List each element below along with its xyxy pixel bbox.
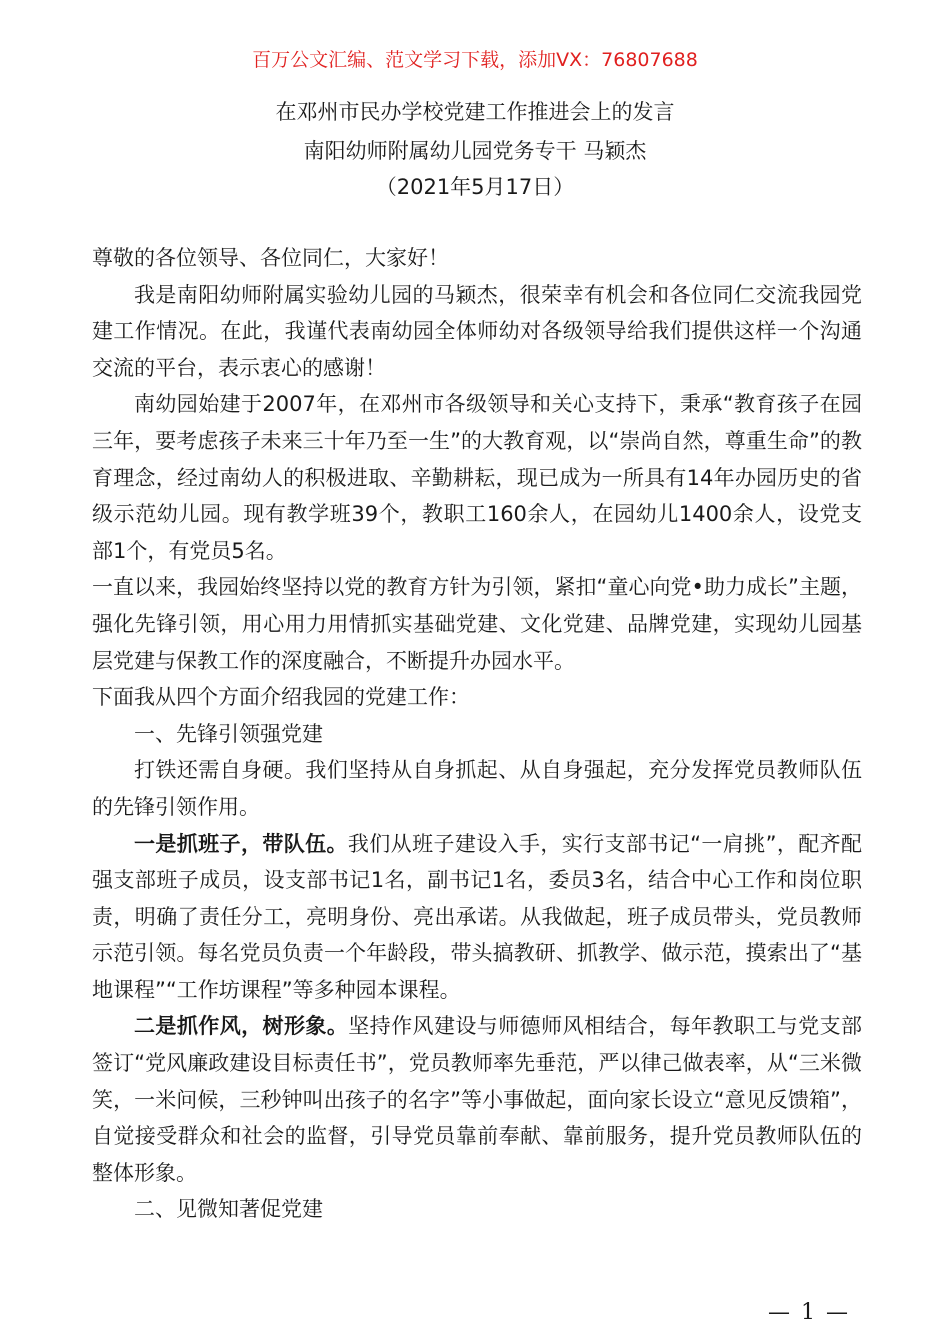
document-title: 在邓州市民办学校党建工作推进会上的发言 <box>275 100 675 124</box>
section-heading-2: 二、见微知著促党建 <box>134 1197 323 1222</box>
point-1-text: 我们从班子建设入手，实行支部书记“一肩挑”，配齐配强支部班子成员，设支部书记1名，副书记1名，委员3名，结合中心工作和岗位职责，明确了责任分工，亮明身份、亮出承诺。从我做起，班子成员带头，党员教师示范引领。每名党员负责一个年龄段，带头搞教研、抓教学、做示范，摸索出了“基地课程”“工作坊课程”等多种园本课程。 <box>92 831 863 1002</box>
section-heading-1: 一、先锋引领强党建 <box>134 721 323 746</box>
greeting: 尊敬的各位领导、各位同仁，大家好！ <box>92 246 449 270</box>
point-1 <box>92 826 862 1009</box>
paragraph-history: 南幼园始建于2007年，在邓州市各级领导和关心支持下，秉承“教育孩子在园三年，要考虑孩子未来三十年乃至一生”的大教育观，以“崇尚自然，尊重生命”的教育理念，经过南幼人的积极进取、辛勤耕耘，现已成为一所具有14年办园历史的省级示范幼儿园。现有教学班39个，教职工160余人，在园幼儿1400余人，设党支部1个，有党员5名。 <box>92 392 862 563</box>
paragraph-theme: 一直以来，我园始终坚持以党的教育方针为引领，紧扣“童心向党•助力成长”主题，强化先锋引领，用心用力用情抓实基础党建、文化党建、品牌党建，实现幼儿园基层党建与保教工作的深度融合，不断提升办园水平。 <box>92 575 862 673</box>
date-line: （2021年5月17日） <box>375 175 575 199</box>
section-1-intro: 打铁还需自身硬。我们坚持从自身抓起、从自身强起，充分发挥党员教师队伍的先锋引领作用。 <box>92 758 862 819</box>
page-number: — 1 — <box>768 1300 850 1325</box>
speaker-line: 南阳幼师附属幼儿园党务专干 马颖杰 <box>303 139 647 163</box>
document-body <box>92 240 862 1228</box>
point-2 <box>92 1008 862 1191</box>
paragraph-intro: 我是南阳幼师附属实验幼儿园的马颖杰，很荣幸有机会和各位同仁交流我园党建工作情况。在此，我谨代表南幼园全体师幼对各级领导给我们提供这样一个沟通交流的平台，表示衷心的感谢！ <box>92 282 862 380</box>
point-1-lead: 一是抓班子，带队伍。 <box>134 831 348 856</box>
point-2-lead: 二是抓作风，树形象。 <box>134 1014 349 1039</box>
paragraph-overview: 下面我从四个方面介绍我园的党建工作： <box>92 685 470 710</box>
point-2-text: 坚持作风建设与师德师风相结合，每年教职工与党支部签订“党风廉政建设目标责任书”，党员教师率先垂范，严以律己做表率，从“三米微笑，一米问候，三秒钟叫出孩子的名字”等小事做起，面向家长设立“意见反馈箱”，自觉接受群众和社会的监督，引导党员靠前奉献、靠前服务，提升党员教师队伍的整体形象。 <box>92 1014 863 1185</box>
watermark-banner: 百万公文汇编、范文学习下载，添加VX：76807688 <box>252 49 698 71</box>
